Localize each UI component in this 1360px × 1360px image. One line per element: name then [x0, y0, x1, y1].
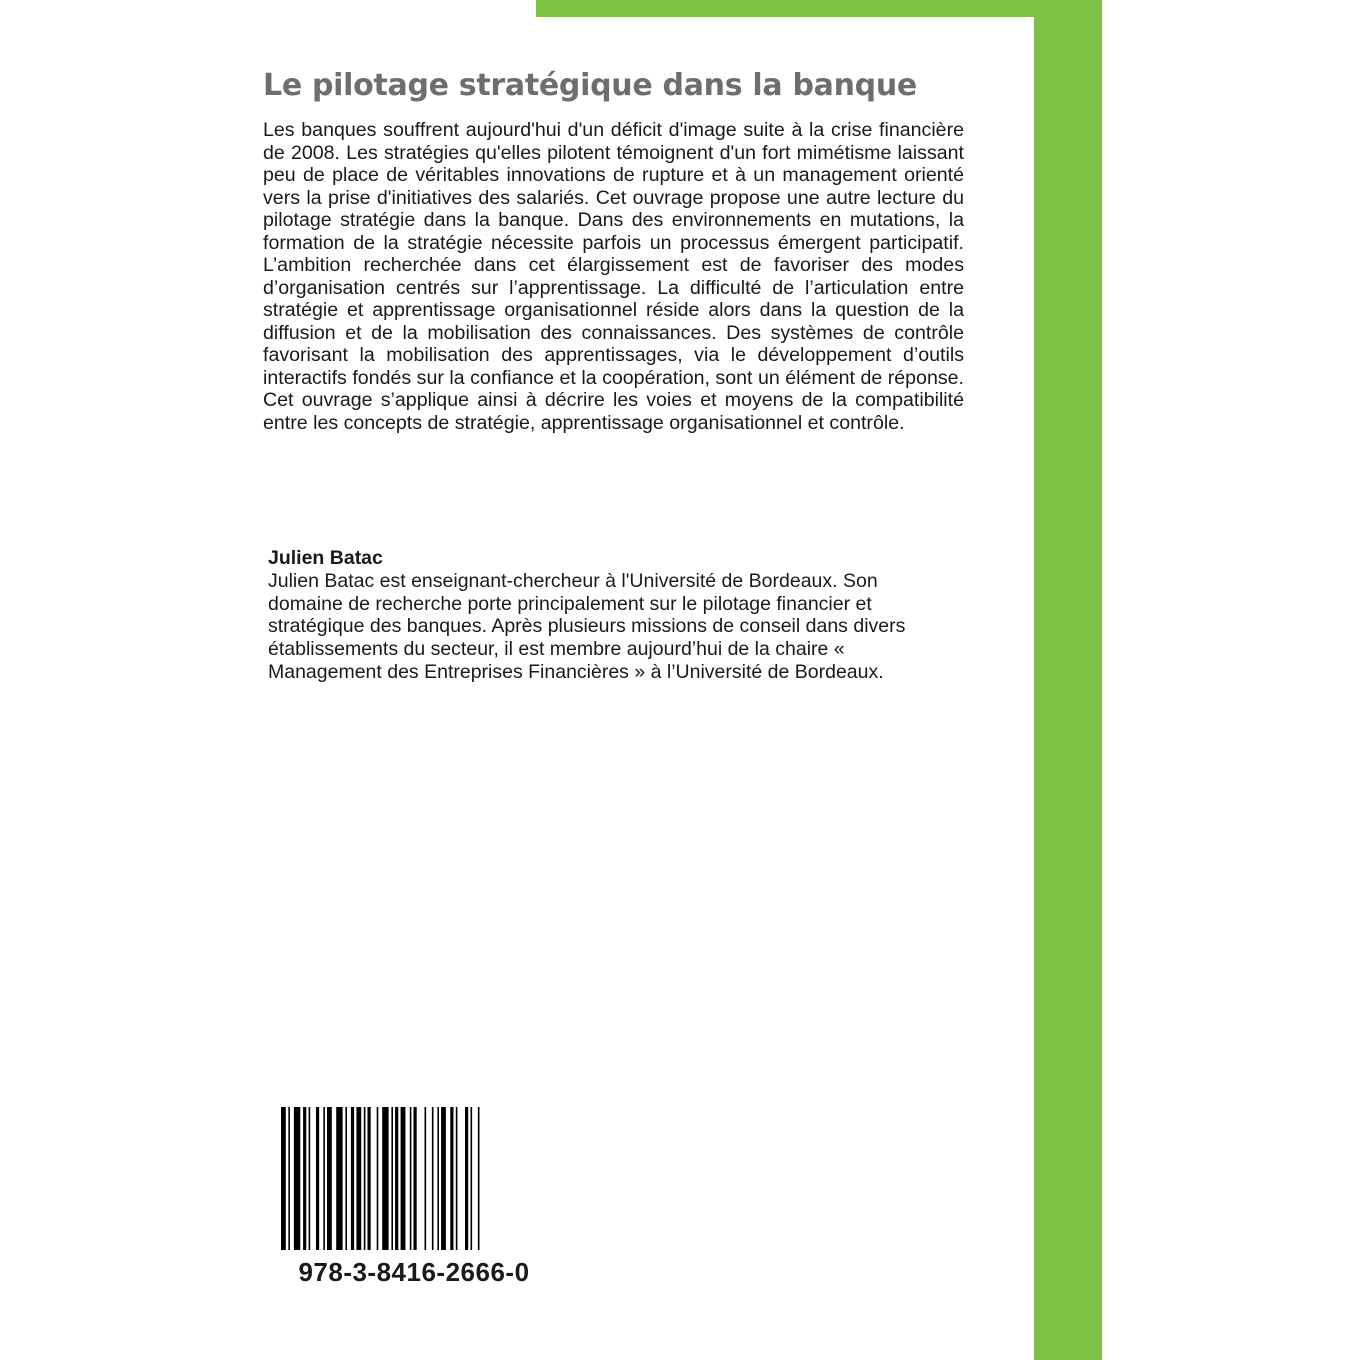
barcode-bar — [471, 1107, 473, 1250]
barcode-bar — [327, 1107, 332, 1250]
barcode-bar — [323, 1107, 325, 1250]
barcode-bar — [303, 1107, 306, 1250]
green-side-band — [1034, 0, 1102, 1360]
barcode-bar — [364, 1107, 366, 1250]
barcode — [281, 1107, 547, 1250]
author-bio-line: Management des Entreprises Financières » à l’Université de Bordeaux. — [268, 660, 884, 683]
barcode-bar — [356, 1107, 361, 1250]
barcode-bar — [309, 1107, 311, 1250]
author-bio-line: domaine de recherche porte principalement sur le pilotage financier et — [268, 592, 872, 615]
barcode-bar — [316, 1107, 319, 1250]
barcode-bar — [401, 1107, 406, 1250]
barcode-bar — [336, 1107, 342, 1250]
barcode-bar — [478, 1107, 480, 1250]
barcode-bar — [437, 1107, 439, 1250]
author-bio-line: établissements du secteur, il est membre aujourd’hui de la chaire « — [268, 638, 845, 661]
barcode-bar — [432, 1107, 434, 1250]
barcode-bar — [456, 1107, 458, 1250]
barcode-bar — [450, 1107, 453, 1250]
green-top-band — [536, 0, 1102, 17]
author-bio-line: Julien Batac est enseignant-chercheur à l'Université de Bordeaux. Son — [268, 570, 878, 592]
book-title: Le pilotage stratégique dans la banque — [263, 68, 917, 103]
barcode-bar — [345, 1107, 347, 1250]
barcode-bar — [425, 1107, 427, 1250]
barcode-bar — [288, 1107, 290, 1250]
barcode-bar — [465, 1107, 468, 1250]
author-name: Julien Batac — [268, 547, 383, 569]
barcode-bar — [367, 1107, 370, 1250]
author-bio — [268, 570, 968, 684]
author-bio-line: stratégique des banques. Après plusieurs missions de conseil dans divers — [268, 615, 906, 638]
barcode-bars — [281, 1107, 547, 1250]
barcode-bar — [377, 1107, 379, 1250]
barcode-bar — [395, 1107, 398, 1250]
barcode-bar — [391, 1107, 393, 1250]
barcode-bar — [410, 1107, 412, 1250]
book-blurb: Les banques souffrent aujourd'hui d'un déficit d'image suite à la crise financière de 2008. Les stratégies qu'elles pilotent témoignent d'un fort mimétisme laissant peu de place de véritables innovations de rupture et à un management orienté vers la prise d'initiatives des salariés. Cet ouvrage propose une autre lecture du pilotage stratégie dans la banque. Dans des environnements en mutations, la formation de la stratégie nécessite parfois un processus émergent participatif. L’ambition recherchée dans cet élargissement est de favoriser des modes d’organisation centrés sur l’apprentissage. La difficulté de l’articulation entre stratégie et apprentissage organisationnel réside alors dans la question de la diffusion et de la mobilisation des connaissances. Des systèmes de contrôle favorisant la mobilisation des apprentissages, via le développement d’outils interactifs fondés sur la confiance et la coopération, sont un élément de réponse. Cet ouvrage s’applique ainsi à décrire les voies et moyens de la compatibilité entre les concepts de stratégie, apprentissage organisationnel et contrôle. — [263, 119, 964, 434]
barcode-bar — [441, 1107, 446, 1250]
barcode-bar — [294, 1107, 300, 1250]
barcode-bar — [281, 1107, 286, 1250]
barcode-bar — [413, 1107, 416, 1250]
isbn-number: 978-3-8416-2666-0 — [298, 1257, 530, 1287]
barcode-bar — [351, 1107, 354, 1250]
barcode-bar — [382, 1107, 388, 1250]
